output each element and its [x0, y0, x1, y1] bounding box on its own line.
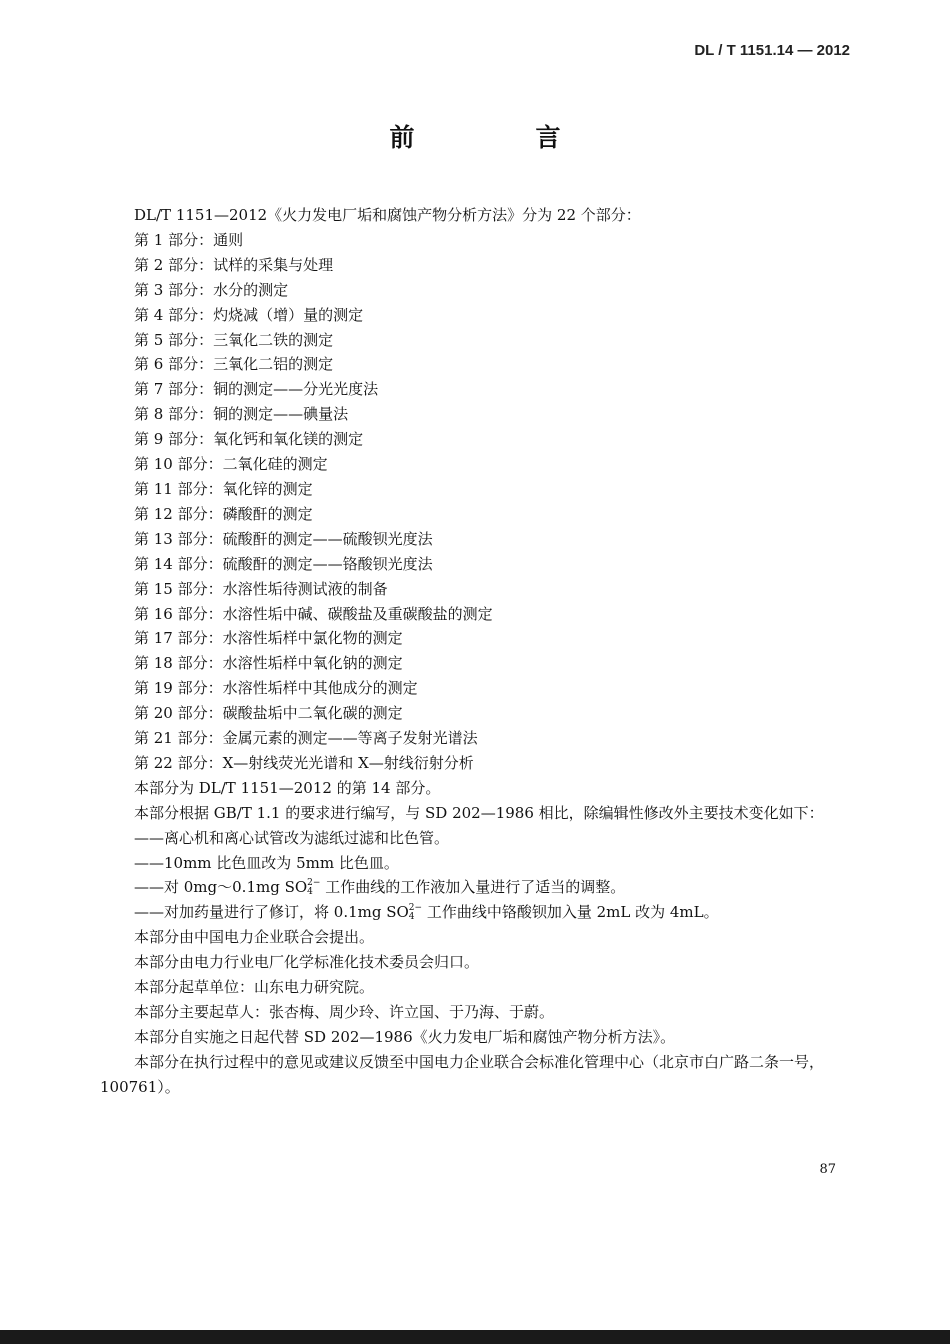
change-text: ——对加药量进行了修订，将 0.1mg SO — [134, 903, 409, 922]
sulfate-subscript: 4 — [307, 887, 313, 898]
foreword-body — [100, 203, 855, 1100]
managed-by-statement: 本部分由电力行业电厂化学标准化技术委员会归口。 — [134, 953, 480, 972]
sulfate-ion-notation — [307, 879, 320, 897]
part-item: 第 10 部分：二氧化硅的测定 — [134, 455, 328, 474]
part-item: 第 15 部分：水溶性垢待测试液的制备 — [134, 579, 388, 598]
part-item: 第 22 部分：X—射线荧光光谱和 X—射线衍射分析 — [134, 753, 474, 772]
page-number: 87 — [819, 1162, 836, 1177]
part-item: 第 13 部分：硫酸酐的测定——硫酸钡光度法 — [134, 529, 433, 548]
part-item: 第 4 部分：灼烧减（增）量的测定 — [134, 305, 364, 324]
sulfate-ion-notation — [409, 904, 422, 922]
drafting-unit-statement: 本部分起草单位：山东电力研究院。 — [134, 978, 375, 997]
intro-paragraph: DL/T 1151—2012《火力发电厂垢和腐蚀产物分析方法》分为 22 个部分： — [134, 206, 641, 224]
part-of-statement: 本部分为 DL/T 1151—2012 的第 14 部分。 — [134, 778, 441, 797]
part-item: 第 17 部分：水溶性垢样中氯化物的测定 — [134, 629, 403, 648]
part-item: 第 16 部分：水溶性垢中碱、碳酸盐及重碳酸盐的测定 — [134, 604, 493, 623]
part-item: 第 5 部分：三氧化二铁的测定 — [134, 330, 334, 349]
change-text: 工作曲线中铬酸钡加入量 2mL 改为 4mL。 — [422, 903, 719, 922]
drafters-statement: 本部分主要起草人：张杏梅、周少玲、许立国、于乃海、于蔚。 — [134, 1003, 555, 1021]
change-item: ——离心机和离心试管改为滤纸过滤和比色管。 — [134, 828, 450, 847]
part-item: 第 21 部分：金属元素的测定——等离子发射光谱法 — [134, 729, 478, 748]
page-title: 前 言 — [389, 123, 609, 152]
part-item: 第 6 部分：三氧化二铝的测定 — [134, 355, 334, 374]
part-item: 第 9 部分：氧化钙和氧化镁的测定 — [134, 430, 364, 449]
change-text: 工作曲线的工作液加入量进行了适当的调整。 — [320, 878, 626, 897]
part-item: 第 7 部分：铜的测定——分光光度法 — [134, 380, 379, 399]
part-item: 第 1 部分：通则 — [134, 230, 244, 249]
bottom-border — [0, 1330, 950, 1344]
sulfate-subscript: 4 — [408, 912, 415, 923]
change-text: ——对 0mg～0.1mg SO — [134, 878, 308, 897]
proposed-by-statement: 本部分由中国电力企业联合会提出。 — [134, 928, 375, 947]
part-item: 第 11 部分：氧化锌的测定 — [134, 479, 313, 498]
part-item: 第 12 部分：磷酸酐的测定 — [134, 504, 313, 523]
change-item — [100, 900, 855, 925]
standard-code-header: DL / T 1151.14 — 2012 — [694, 42, 850, 59]
part-item: 第 18 部分：水溶性垢样中氧化钠的测定 — [134, 654, 403, 673]
change-item: ——10mm 比色皿改为 5mm 比色皿。 — [134, 853, 399, 872]
part-item: 第 20 部分：碳酸盐垢中二氧化碳的测定 — [134, 704, 403, 723]
basis-statement: 本部分根据 GB/T 1.1 的要求进行编写，与 SD 202—1986 相比，除编辑性修改外主要技术变化如下： — [134, 803, 824, 822]
part-item: 第 19 部分：水溶性垢样中其他成分的测定 — [134, 679, 418, 698]
feedback-statement: 本部分在执行过程中的意见或建议反馈至中国电力企业联合会标准化管理中心（北京市白广路二条一号，100761）。 — [100, 1052, 825, 1096]
part-item: 第 8 部分：铜的测定——碘量法 — [134, 405, 349, 424]
sulfate-charge: 2− — [408, 903, 423, 914]
part-item: 第 2 部分：试样的采集与处理 — [134, 255, 334, 274]
part-item: 第 3 部分：水分的测定 — [134, 280, 289, 299]
part-item: 第 14 部分：硫酸酐的测定——铬酸钡光度法 — [134, 554, 433, 573]
sulfate-charge: 2− — [307, 878, 321, 889]
change-item — [100, 875, 855, 900]
replaces-statement: 本部分自实施之日起代替 SD 202—1986《火力发电厂垢和腐蚀产物分析方法》。 — [134, 1027, 676, 1046]
